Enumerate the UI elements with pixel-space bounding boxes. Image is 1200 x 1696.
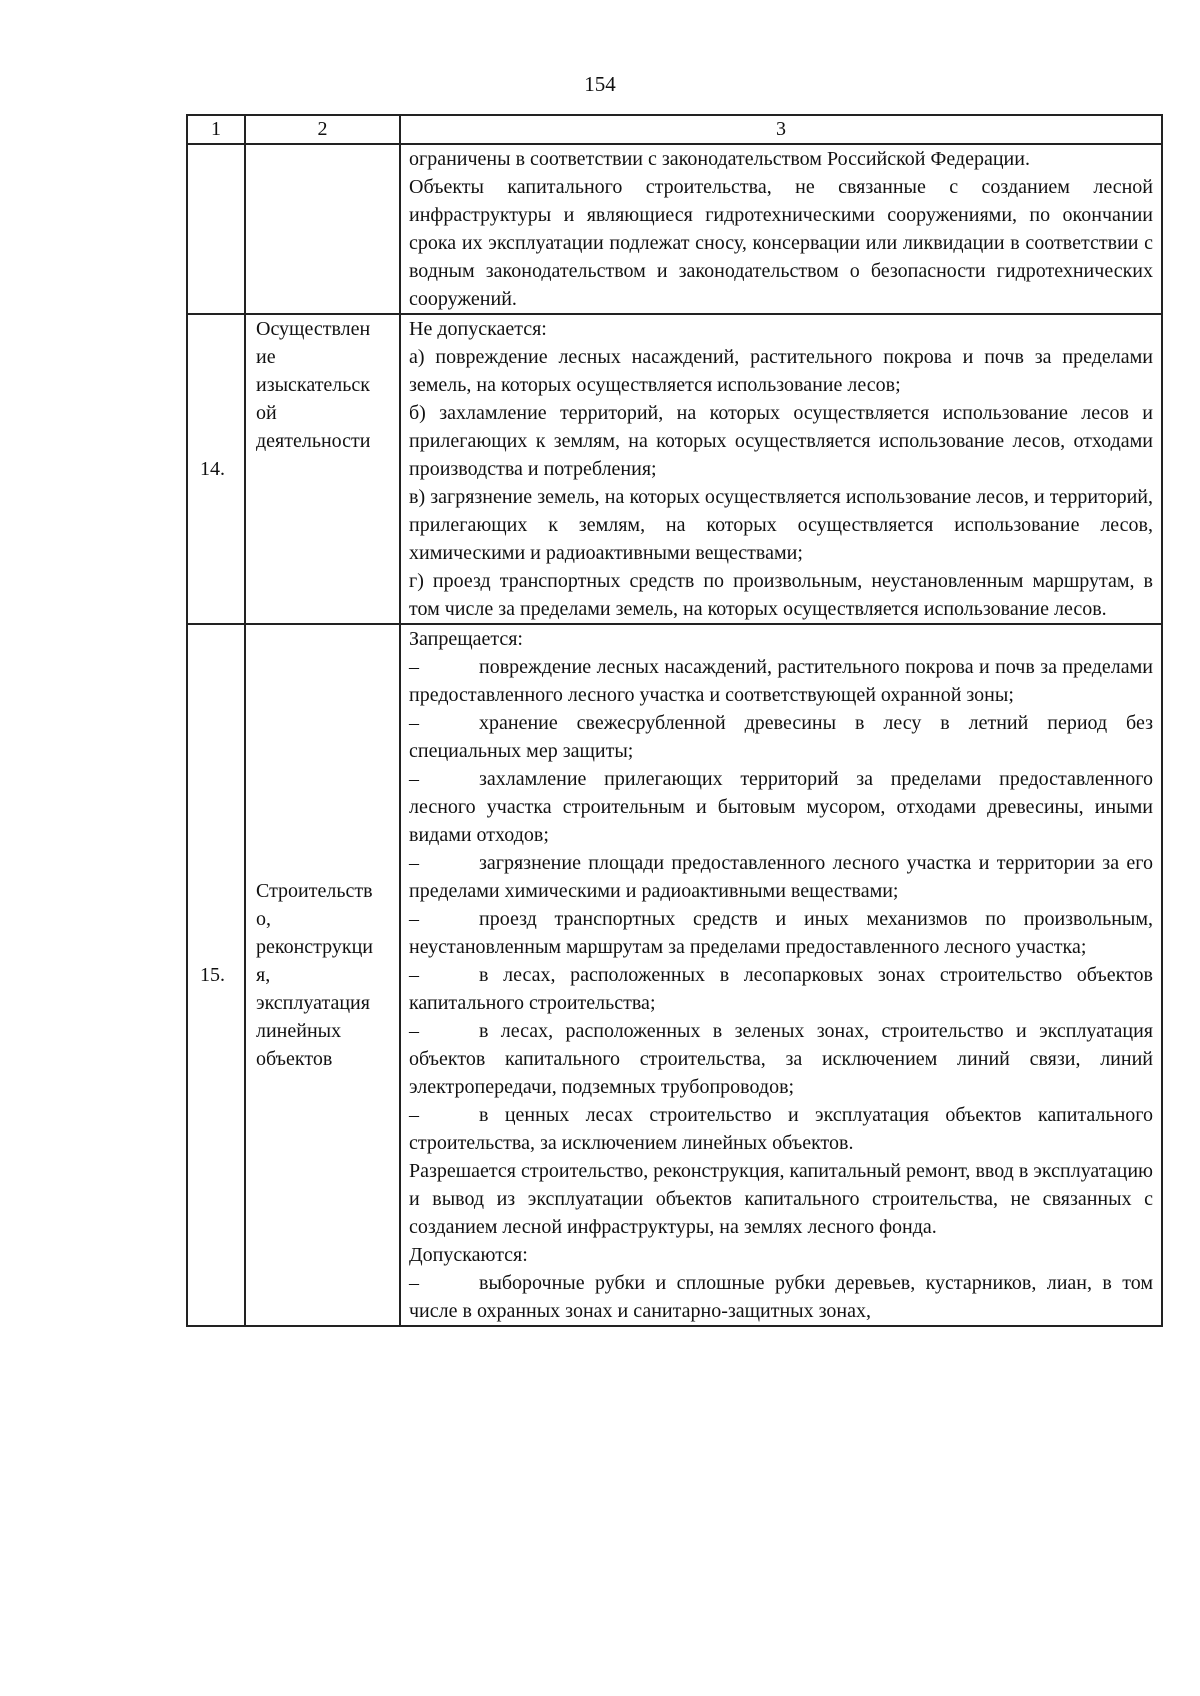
row-name-cell xyxy=(245,144,400,314)
document-table xyxy=(186,114,1163,1327)
row-number-14: 14. xyxy=(187,314,245,624)
dash-marker: – xyxy=(409,1020,419,1042)
prohibited-item-text: захламление прилегающих территорий за пределами предоставленного лесного участка строительным и бытовым мусором, отходами древесины, иными видами отходов; xyxy=(409,768,1153,846)
dash-marker: – xyxy=(409,908,419,930)
dash-marker: – xyxy=(409,964,419,986)
row-14-item-g: г) проезд транспортных средств по произвольным, неустановленным маршрутам, в том числе за пределами земель, на которых осуществляется использование лесов. xyxy=(409,570,1153,620)
column-header-2: 2 xyxy=(245,115,400,144)
prohibited-item-text: в лесах, расположенных в лесопарковых зонах строительство объектов капитального строительства; xyxy=(409,964,1153,1014)
dash-marker: – xyxy=(409,768,419,790)
prohibited-item-text: в ценных лесах строительство и эксплуатация объектов капитального строительства, за исключением линейных объектов. xyxy=(409,1104,1153,1154)
row-name-line: линейных xyxy=(256,1020,342,1042)
dash-marker: – xyxy=(409,712,419,734)
row-name-line: деятельности xyxy=(256,430,371,452)
table-row-14 xyxy=(187,314,1162,624)
row-14-item-a: а) повреждение лесных насаждений, растительного покрова и почв за пределами земель, на которых осуществляется использование лесов; xyxy=(409,346,1153,396)
allowed-item-text: выборочные рубки и сплошные рубки деревьев, кустарников, лиан, в том числе в охранных зонах и санитарно-защитных зонах, xyxy=(409,1272,1153,1322)
prohibited-item xyxy=(409,1017,1153,1101)
prohibited-item xyxy=(409,849,1153,905)
row-15-prohibited-intro: Запрещается: xyxy=(409,628,523,650)
permitted-paragraph: Разрешается строительство, реконструкция, капитальный ремонт, ввод в эксплуатацию и вывод из эксплуатации объектов капитального строительства, не связанных с созданием лесной инфраструктуры, на землях лесного фонда. xyxy=(409,1160,1153,1238)
allowed-item xyxy=(409,1269,1153,1325)
allowed-intro: Допускаются: xyxy=(409,1244,528,1266)
dash-marker: – xyxy=(409,1104,419,1126)
row-name-14 xyxy=(245,314,400,624)
prohibited-item xyxy=(409,709,1153,765)
row-name-line: я, xyxy=(256,964,271,986)
row-name-line: эксплуатация xyxy=(256,992,370,1014)
row-name-line: ие xyxy=(256,346,276,368)
row-name-line: о, xyxy=(256,908,271,930)
prohibited-item xyxy=(409,905,1153,961)
prohibited-item-text: повреждение лесных насаждений, растительного покрова и почв за пределами предоставленного лесного участка и соответствующей охранной зоны; xyxy=(409,656,1153,706)
table-row-15 xyxy=(187,624,1162,1326)
continuation-paragraph: Объекты капитального строительства, не связанные с созданием лесной инфраструктуры и являющиеся гидротехническими сооружениями, по окончании срока их эксплуатации подлежат сносу, консервации или ликвидации в соответствии с водным законодательством и законодательством о безопасности гидротехнических сооружений. xyxy=(409,176,1153,310)
dash-marker: – xyxy=(409,852,419,874)
row-14-item-b: б) захламление территорий, на которых осуществляется использование лесов и прилегающих к землям, на которых осуществляется использование лесов, отходами производства и потребления; xyxy=(409,402,1153,480)
row-name-line: реконструкци xyxy=(256,936,374,958)
prohibited-item-text: проезд транспортных средств и иных механизмов по произвольным, неустановленным маршрутам за пределами предоставленного лесного участка; xyxy=(409,908,1153,958)
row-number-cell xyxy=(187,144,245,314)
table-header-row xyxy=(187,115,1162,144)
row-name-line: Строительств xyxy=(256,880,373,902)
prohibited-item xyxy=(409,961,1153,1017)
row-name-line: ой xyxy=(256,402,277,424)
page-number: 154 xyxy=(584,72,616,96)
prohibited-item-text: хранение свежесрубленной древесины в лесу в летний период без специальных мер защиты; xyxy=(409,712,1153,762)
row-name-line: Осуществлен xyxy=(256,318,371,340)
row-name-line: изыскательск xyxy=(256,374,371,396)
prohibited-item-text: в лесах, расположенных в зеленых зонах, строительство и эксплуатация объектов капитального строительства, за исключением линий связи, линий электропередачи, подземных трубопроводов; xyxy=(409,1020,1153,1098)
prohibited-item xyxy=(409,1101,1153,1157)
row-name-line: объектов xyxy=(256,1048,333,1070)
continuation-paragraph: ограничены в соответствии с законодательством Российской Федерации. xyxy=(409,148,1030,170)
row-14-intro: Не допускается: xyxy=(409,318,547,340)
row-text-cell xyxy=(400,144,1162,314)
column-header-1: 1 xyxy=(187,115,245,144)
row-name-15 xyxy=(245,624,400,1326)
row-text-15 xyxy=(400,624,1162,1326)
prohibited-item-text: загрязнение площади предоставленного лесного участка и территории за его пределами химическими и радиоактивными веществами; xyxy=(409,852,1153,902)
dash-marker: – xyxy=(409,1272,419,1294)
prohibited-item xyxy=(409,765,1153,849)
table-row-continuation xyxy=(187,144,1162,314)
dash-marker: – xyxy=(409,656,419,678)
prohibited-item xyxy=(409,653,1153,709)
row-text-14 xyxy=(400,314,1162,624)
row-14-item-v: в) загрязнение земель, на которых осуществляется использование лесов, и территорий, прилегающих к землям, на которых осуществляется использование лесов, химическими и радиоактивными веществами; xyxy=(409,486,1153,564)
row-number-15: 15. xyxy=(187,624,245,1326)
column-header-3: 3 xyxy=(400,115,1162,144)
